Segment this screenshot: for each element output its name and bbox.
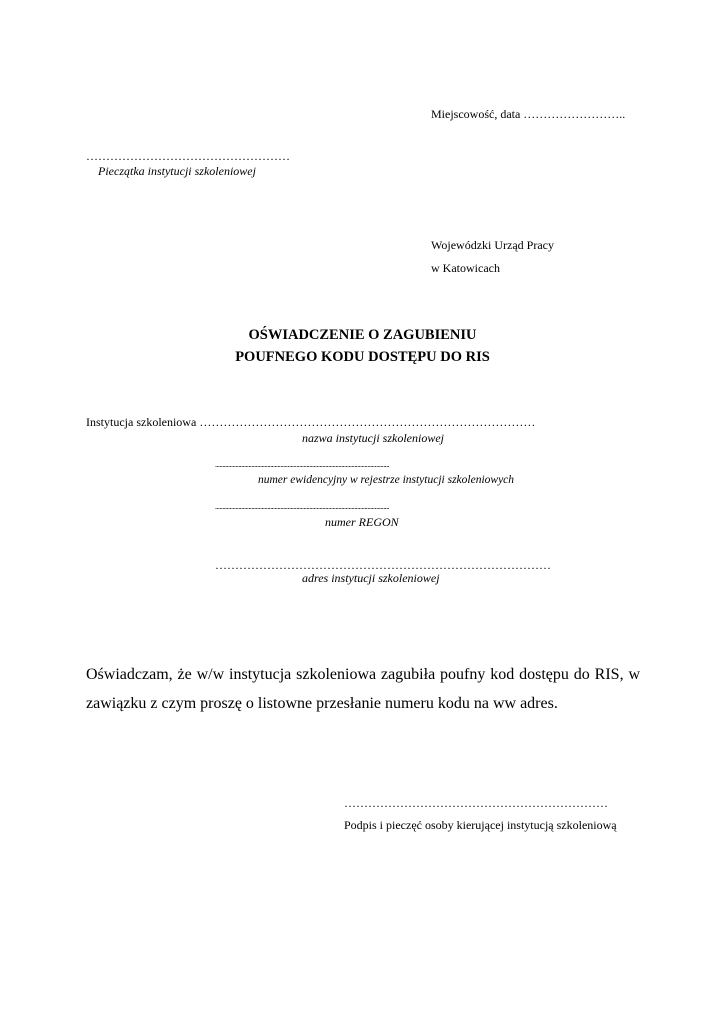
address-dots: …………………………………………………………………………	[215, 558, 551, 572]
document-title-line-1: OŚWIADCZENIE O ZAGUBIENIU	[248, 327, 477, 343]
regon-caption: numer REGON	[325, 515, 399, 529]
stamp-label: Pieczątka instytucji szkoleniowej	[98, 164, 256, 178]
signature-label: Podpis i pieczęć osoby kierującej instytucją szkoleniową	[344, 818, 617, 832]
signature-dots: …………………………………………………………	[344, 796, 608, 810]
recipient-line-1: Wojewódzki Urząd Pracy	[431, 238, 554, 252]
institution-label: Instytucja szkoleniowa	[86, 415, 197, 429]
address-caption: adres instytucji szkoleniowej	[302, 571, 440, 585]
registry-number-caption: numer ewidencyjny w rejestrze instytucji szkoleniowych	[258, 474, 515, 486]
institution-field	[86, 415, 535, 430]
place-date: Miejscowość, data ……………………..	[431, 107, 626, 121]
registry-number-dots: ........................................................................................................................	[215, 460, 390, 469]
recipient-line-2: w Katowicach	[431, 261, 500, 275]
institution-dots: …………………………………………………………………………	[199, 415, 536, 429]
statement-text: Oświadczam, że w/w instytucja szkoleniowa zagubiła poufny kod dostępu do RIS, w zawiązku z czym proszę o listowne przesłanie numeru kodu na ww adres.	[86, 666, 640, 712]
stamp-dots: ……………………………………………	[86, 149, 290, 163]
institution-name-caption: nazwa instytucji szkoleniowej	[302, 431, 444, 445]
regon-dots: ........................................................................................................................	[215, 502, 390, 511]
document-title-line-2: POUFNEGO KODU DOSTĘPU DO RIS	[235, 349, 490, 365]
